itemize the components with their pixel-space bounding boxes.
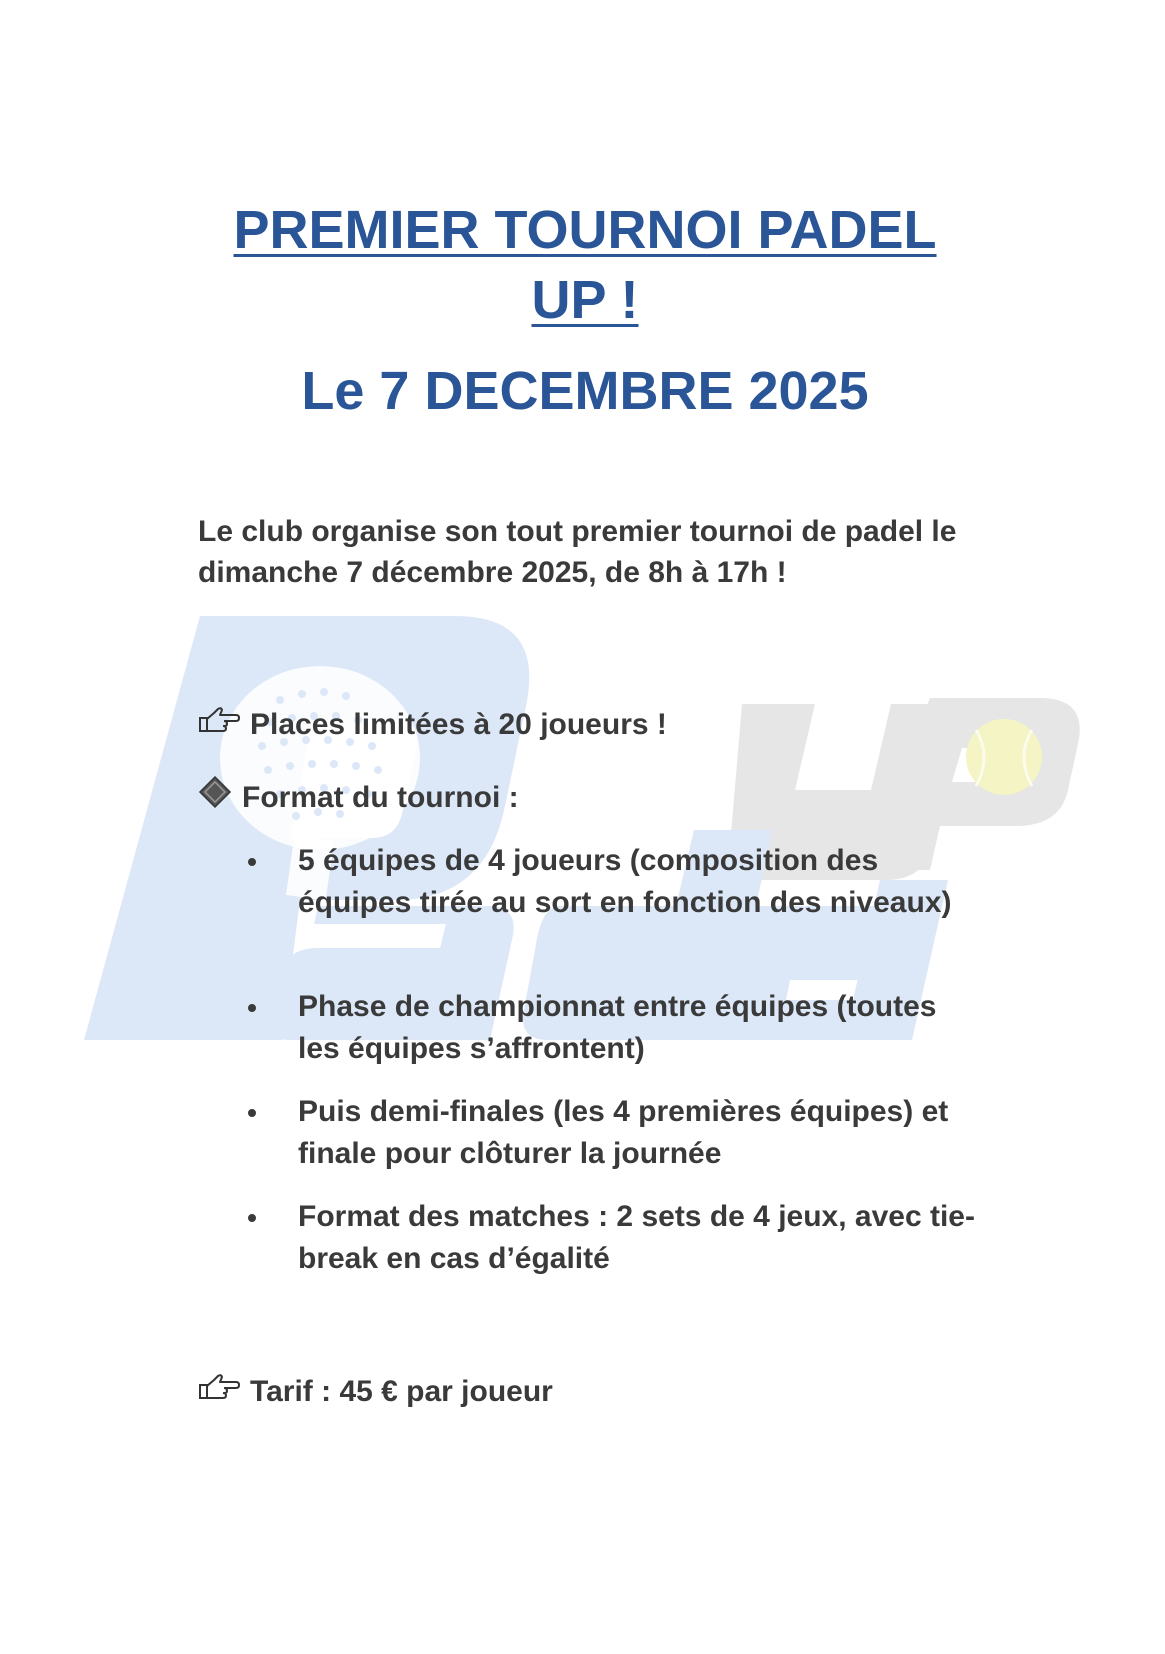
intro-paragraph: Le club organise son tout premier tournoi de padel le dimanche 7 décembre 2025, de 8h à 17h ! (198, 515, 957, 589)
list-item (246, 840, 976, 986)
format-heading: Format du tournoi : (242, 780, 519, 814)
places-text: Places limitées à 20 joueurs ! (250, 707, 667, 741)
list-item-text: Puis demi-finales (les 4 premières équipes) et finale pour clôturer la journée (298, 1095, 949, 1170)
pointing-hand-icon (198, 1371, 240, 1412)
event-date-heading: Le 7 DECEMBRE 2025 (301, 361, 869, 421)
format-heading-line (198, 775, 519, 820)
list-item (246, 1091, 976, 1196)
list-item-text: Format des matches : 2 sets de 4 jeux, avec tie-break en cas d’égalité (298, 1200, 975, 1275)
bullet-icon (248, 1109, 256, 1117)
list-item-text: Phase de championnat entre équipes (toutes les équipes s’affrontent) (298, 990, 937, 1065)
tarif-text: Tarif : 45 € par joueur (250, 1374, 553, 1408)
title-line-1: PREMIER TOURNOI PADEL (233, 200, 937, 260)
tarif-line (198, 1371, 553, 1412)
title-line-2: UP ! (531, 270, 639, 330)
bullet-icon (248, 1004, 256, 1012)
places-line (198, 704, 667, 745)
list-item-text: 5 équipes de 4 joueurs (composition des équipes tirée au sort en fonction des niveaux) (298, 844, 952, 919)
list-item (246, 1196, 976, 1286)
diamond-icon (198, 775, 232, 820)
bullet-icon (248, 858, 256, 866)
format-list (246, 840, 976, 1286)
pointing-hand-icon (198, 704, 240, 745)
bullet-icon (248, 1214, 256, 1222)
page-title (120, 195, 1050, 335)
list-item (246, 986, 976, 1091)
